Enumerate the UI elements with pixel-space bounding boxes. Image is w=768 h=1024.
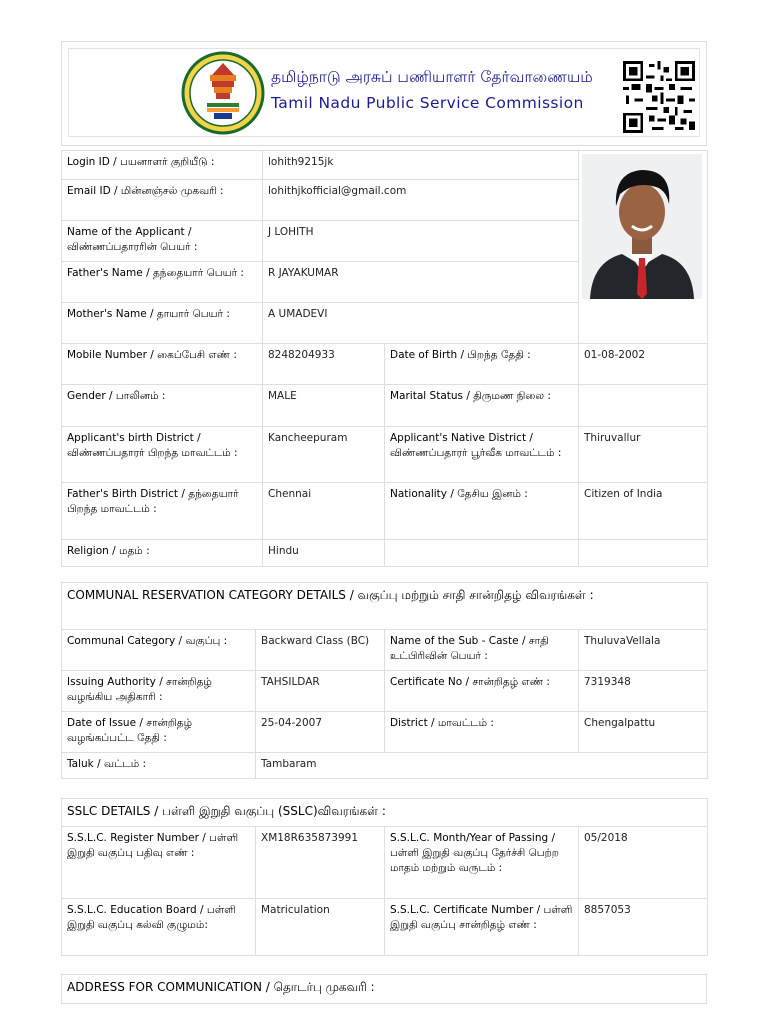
father-name-label: Father's Name / தந்தையார் பெயர் : bbox=[62, 262, 263, 303]
address-section-heading: ADDRESS FOR COMMUNICATION / தொடர்பு முகவரி : bbox=[62, 975, 707, 1004]
mother-name-label: Mother's Name / தாயார் பெயர் : bbox=[62, 303, 263, 344]
header-box bbox=[61, 41, 707, 146]
dob-value: 01-08-2002 bbox=[579, 344, 708, 385]
district-value: Chengalpattu bbox=[579, 712, 708, 753]
religion-value: Hindu bbox=[263, 540, 385, 567]
mobile-label: Mobile Number / கைப்பேசி எண் : bbox=[62, 344, 263, 385]
personal-details-table bbox=[61, 150, 708, 567]
empty-cell bbox=[579, 540, 708, 567]
sslc-details-table bbox=[61, 798, 708, 956]
sslc-register-number-value: XM18R635873991 bbox=[256, 827, 385, 899]
sslc-board-value: Matriculation bbox=[256, 899, 385, 956]
sslc-certificate-number-value: 8857053 bbox=[579, 899, 708, 956]
tn-emblem-logo bbox=[181, 51, 265, 135]
nationality-value: Citizen of India bbox=[579, 483, 708, 540]
birth-district-label: Applicant's birth District / விண்ணப்பதாரர் பிறந்த மாவட்டம் : bbox=[62, 427, 263, 483]
sslc-section-heading: SSLC DETAILS / பள்ளி இறுதி வகுப்பு (SSLC)விவரங்கள் : bbox=[62, 799, 708, 827]
birth-district-value: Kancheepuram bbox=[263, 427, 385, 483]
sub-caste-label: Name of the Sub - Caste / சாதி உட்பிரிவின் பெயர் : bbox=[385, 630, 579, 671]
qr-code-icon bbox=[623, 61, 695, 133]
header-inner bbox=[68, 48, 700, 137]
communal-section-heading: COMMUNAL RESERVATION CATEGORY DETAILS / வகுப்பு மற்றும் சாதி சான்றிதழ் விவரங்கள் : bbox=[62, 583, 708, 630]
date-of-issue-value: 25-04-2007 bbox=[256, 712, 385, 753]
date-of-issue-label: Date of Issue / சான்றிதழ் வழங்கப்பட்ட தேதி : bbox=[62, 712, 256, 753]
gender-value: MALE bbox=[263, 385, 385, 427]
mobile-value: 8248204933 bbox=[263, 344, 385, 385]
sslc-certificate-number-label: S.S.L.C. Certificate Number / பள்ளி இறுதி வகுப்பு சான்றிதழ் எண் : bbox=[385, 899, 579, 956]
communal-category-value: Backward Class (BC) bbox=[256, 630, 385, 671]
taluk-value: Tambaram bbox=[256, 753, 708, 779]
empty-cell bbox=[385, 540, 579, 567]
marital-status-value bbox=[579, 385, 708, 427]
certificate-no-value: 7319348 bbox=[579, 671, 708, 712]
district-label: District / மாவட்டம் : bbox=[385, 712, 579, 753]
father-name-value: R JAYAKUMAR bbox=[263, 262, 579, 303]
marital-status-label: Marital Status / திருமண நிலை : bbox=[385, 385, 579, 427]
native-district-value: Thiruvallur bbox=[579, 427, 708, 483]
address-table bbox=[61, 974, 707, 1004]
applicant-name-label: Name of the Applicant / விண்ணப்பதாரரின் பெயர் : bbox=[62, 221, 263, 262]
dob-label: Date of Birth / பிறந்த தேதி : bbox=[385, 344, 579, 385]
mother-name-value: A UMADEVI bbox=[263, 303, 579, 344]
applicant-name-value: J LOHITH bbox=[263, 221, 579, 262]
father-birth-district-label: Father's Birth District / தந்தையார் பிறந்த மாவட்டம் : bbox=[62, 483, 263, 540]
certificate-no-label: Certificate No / சான்றிதழ் எண் : bbox=[385, 671, 579, 712]
sslc-passing-value: 05/2018 bbox=[579, 827, 708, 899]
login-id-value: lohith9215jk bbox=[263, 151, 579, 180]
commission-title-tamil: தமிழ்நாடு அரசுப் பணியாளர் தேர்வாணையம் bbox=[271, 68, 593, 86]
commission-title-english: Tamil Nadu Public Service Commission bbox=[271, 94, 584, 112]
communal-details-table bbox=[61, 582, 708, 779]
issuing-authority-value: TAHSILDAR bbox=[256, 671, 385, 712]
login-id-label: Login ID / பயனாளர் குறியீடு : bbox=[62, 151, 263, 180]
native-district-label: Applicant's Native District / விண்ணப்பதாரர் பூர்வீக மாவட்டம் : bbox=[385, 427, 579, 483]
communal-category-label: Communal Category / வகுப்பு : bbox=[62, 630, 256, 671]
photo-cell bbox=[579, 151, 708, 344]
religion-label: Religion / மதம் : bbox=[62, 540, 263, 567]
sslc-register-number-label: S.S.L.C. Register Number / பள்ளி இறுதி வகுப்பு பதிவு எண் : bbox=[62, 827, 256, 899]
gender-label: Gender / பாலினம் : bbox=[62, 385, 263, 427]
sub-caste-value: ThuluvaVellala bbox=[579, 630, 708, 671]
father-birth-district-value: Chennai bbox=[263, 483, 385, 540]
sslc-passing-label: S.S.L.C. Month/Year of Passing / பள்ளி இறுதி வகுப்பு தேர்ச்சி பெற்ற மாதம் மற்றும் வருடம் : bbox=[385, 827, 579, 899]
issuing-authority-label: Issuing Authority / சான்றிதழ் வழங்கிய அதிகாரி : bbox=[62, 671, 256, 712]
email-value: lohithjkofficial@gmail.com bbox=[263, 180, 579, 221]
applicant-photo bbox=[582, 154, 702, 299]
email-label: Email ID / மின்னஞ்சல் முகவரி : bbox=[62, 180, 263, 221]
taluk-label: Taluk / வட்டம் : bbox=[62, 753, 256, 779]
nationality-label: Nationality / தேசிய இனம் : bbox=[385, 483, 579, 540]
sslc-board-label: S.S.L.C. Education Board / பள்ளி இறுதி வகுப்பு கல்வி குழுமம்: bbox=[62, 899, 256, 956]
